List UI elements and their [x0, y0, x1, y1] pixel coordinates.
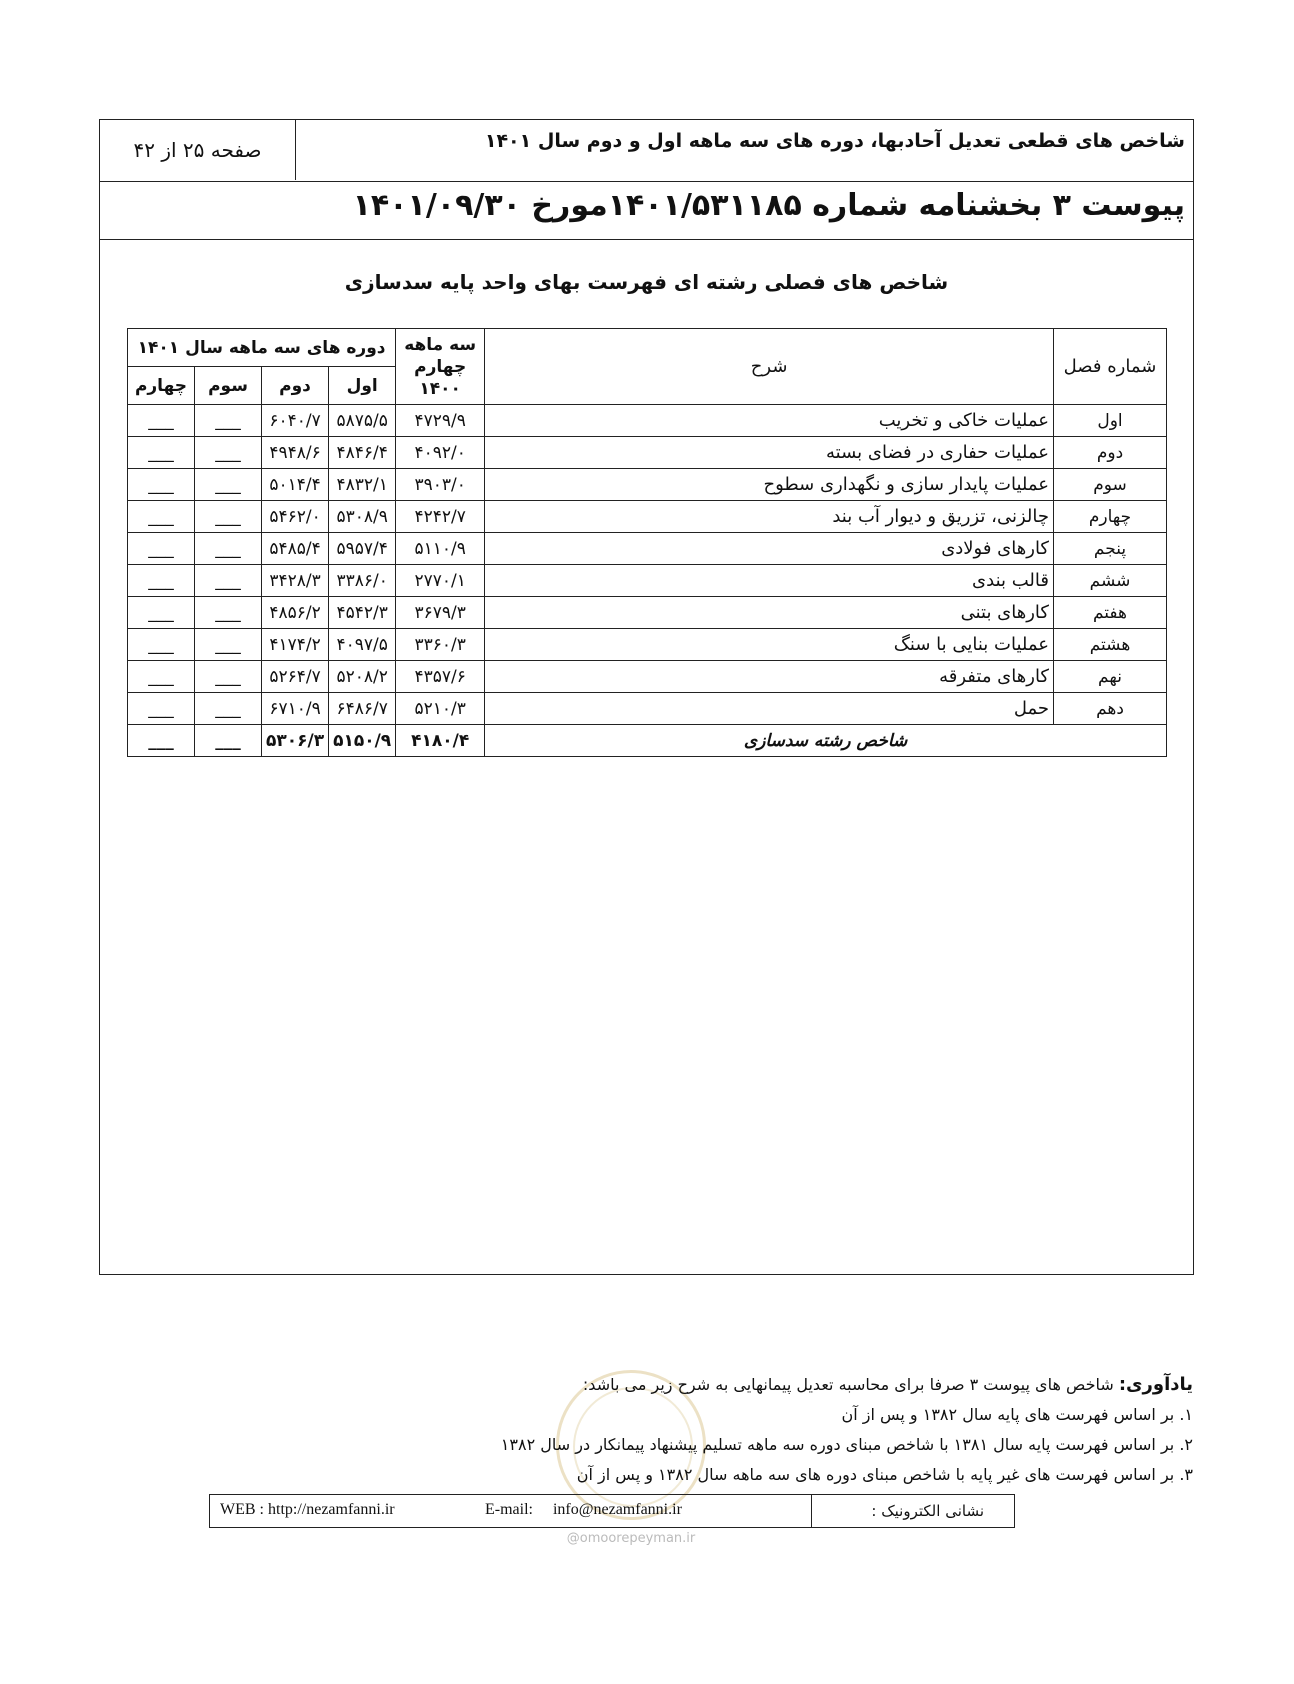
table-row: [128, 469, 1167, 501]
col-header-base-line2: چهارم ۱۴۰۰: [414, 356, 467, 399]
cell-base: ۳۹۰۳/۰: [396, 469, 485, 501]
cell-fasl: چهارم: [1054, 501, 1167, 533]
cell-base: ۴۳۵۷/۶: [396, 661, 485, 693]
cell-q4: ___: [128, 469, 195, 501]
cell-fasl: پنجم: [1054, 533, 1167, 565]
cell-q3: ___: [195, 629, 262, 661]
cell-base: ۴۲۴۲/۷: [396, 501, 485, 533]
cell-fasl: سوم: [1054, 469, 1167, 501]
cell-base: ۴۷۲۹/۹: [396, 405, 485, 437]
cell-q1: ۴۵۴۲/۳: [329, 597, 396, 629]
notes-intro-line: [433, 1370, 1193, 1400]
col-header-q1: اول: [329, 367, 396, 405]
cell-q1: ۵۳۰۸/۹: [329, 501, 396, 533]
cell-q1: ۵۸۷۵/۵: [329, 405, 396, 437]
cell-q4: ___: [128, 661, 195, 693]
cell-base: ۳۶۷۹/۳: [396, 597, 485, 629]
total-q1: ۵۱۵۰/۹: [329, 725, 396, 757]
cell-q1: ۴۰۹۷/۵: [329, 629, 396, 661]
cell-q1: ۴۸۳۲/۱: [329, 469, 396, 501]
note-item-2: ۲. بر اساس فهرست پایه سال ۱۳۸۱ با شاخص مبنای دوره سه ماهه تسلیم پیشنهاد پیمانکار در سال ۱۳۸۲: [500, 1435, 1193, 1454]
annex-row: [100, 182, 1193, 240]
cell-q3: ___: [195, 501, 262, 533]
total-q2: ۵۳۰۶/۳: [262, 725, 329, 757]
cell-q1: ۳۳۸۶/۰: [329, 565, 396, 597]
col-header-sharh: شرح: [485, 329, 1054, 405]
header-row: [100, 120, 1193, 182]
cell-fasl: ششم: [1054, 565, 1167, 597]
col-header-base-line1: سه ماهه: [404, 334, 477, 355]
cell-fasl: اول: [1054, 405, 1167, 437]
col-header-base: [396, 329, 485, 405]
cell-q2: ۶۷۱۰/۹: [262, 693, 329, 725]
cell-q3: ___: [195, 661, 262, 693]
cell-q2: ۵۴۸۵/۴: [262, 533, 329, 565]
table-row: [128, 437, 1167, 469]
col-header-q2: دوم: [262, 367, 329, 405]
watermark-text: @omoorepeyman.ir: [566, 1531, 696, 1546]
cell-q3: ___: [195, 565, 262, 597]
col-header-q3: سوم: [195, 367, 262, 405]
cell-sharh: کارهای فولادی: [485, 533, 1054, 565]
cell-q3: ___: [195, 693, 262, 725]
cell-q3: ___: [195, 437, 262, 469]
cell-sharh: کارهای متفرقه: [485, 661, 1054, 693]
table-title: شاخص های فصلی رشته ای فهرست بهای واحد پایه سدسازی: [344, 270, 949, 294]
cell-q2: ۴۹۴۸/۶: [262, 437, 329, 469]
total-base: ۴۱۸۰/۴: [396, 725, 485, 757]
email-label: E-mail:: [485, 1501, 533, 1518]
cell-q4: ___: [128, 405, 195, 437]
cell-q4: ___: [128, 501, 195, 533]
cell-q4: ___: [128, 437, 195, 469]
cell-q2: ۵۲۶۴/۷: [262, 661, 329, 693]
cell-fasl: دوم: [1054, 437, 1167, 469]
email-address[interactable]: info@nezamfanni.ir: [552, 1501, 682, 1518]
cell-q2: ۶۰۴۰/۷: [262, 405, 329, 437]
total-label: شاخص رشته سدسازی: [485, 725, 1167, 757]
page-number: صفحه ۲۵ از ۴۲: [100, 120, 296, 180]
table-row: [128, 693, 1167, 725]
cell-base: ۵۱۱۰/۹: [396, 533, 485, 565]
cell-base: ۳۳۶۰/۳: [396, 629, 485, 661]
cell-sharh: عملیات خاکی و تخریب: [485, 405, 1054, 437]
cell-q4: ___: [128, 565, 195, 597]
cell-q4: ___: [128, 693, 195, 725]
cell-sharh: چالزنی، تزریق و دیوار آب بند: [485, 501, 1054, 533]
cell-fasl: هشتم: [1054, 629, 1167, 661]
table-body: [128, 405, 1167, 757]
cell-q2: ۵۰۱۴/۴: [262, 469, 329, 501]
cell-sharh: کارهای بتنی: [485, 597, 1054, 629]
cell-q3: ___: [195, 405, 262, 437]
notes-label: یادآوری:: [1118, 1374, 1193, 1395]
cell-q4: ___: [128, 629, 195, 661]
cell-q2: ۵۴۶۲/۰: [262, 501, 329, 533]
notes-intro: شاخص های پیوست ۳ صرفا برای محاسبه تعدیل پیمانهایی به شرح زیر می باشد:: [582, 1375, 1114, 1394]
cell-sharh: عملیات حفاری در فضای بسته: [485, 437, 1054, 469]
table-row: [128, 597, 1167, 629]
table-row: [128, 629, 1167, 661]
total-q4: ___: [128, 725, 195, 757]
table-row: [128, 565, 1167, 597]
note-item-3: ۳. بر اساس فهرست های غیر پایه با شاخص مبنای دوره های سه ماهه سال ۱۳۸۲ و پس از آن: [576, 1465, 1193, 1484]
cell-q4: ___: [128, 533, 195, 565]
cell-q2: ۴۸۵۶/۲: [262, 597, 329, 629]
cell-sharh: قالب بندی: [485, 565, 1054, 597]
cell-q3: ___: [195, 469, 262, 501]
cell-fasl: دهم: [1054, 693, 1167, 725]
table-row: [128, 533, 1167, 565]
cell-fasl: نهم: [1054, 661, 1167, 693]
page-frame: [99, 119, 1194, 1275]
col-header-q4: چهارم: [128, 367, 195, 405]
web-address[interactable]: WEB : http://nezamfanni.ir: [220, 1501, 395, 1518]
cell-q1: ۴۸۴۶/۴: [329, 437, 396, 469]
cell-sharh: حمل: [485, 693, 1054, 725]
annex-title: پیوست ۳ بخشنامه شماره ۱۴۰۱/۵۳۱۱۸۵مورخ ۱۴۰۱/۰۹/۳۰: [352, 188, 1185, 223]
table-row: [128, 405, 1167, 437]
document-title: شاخص های قطعی تعدیل آحادبها، دوره های سه ماهه اول و دوم سال ۱۴۰۱: [484, 130, 1185, 152]
notes: [433, 1370, 1193, 1490]
cell-q3: ___: [195, 597, 262, 629]
cell-q1: ۵۲۰۸/۲: [329, 661, 396, 693]
col-header-periods: دوره های سه ماهه سال ۱۴۰۱: [128, 329, 396, 367]
contact-box: [209, 1494, 1015, 1528]
contact-label: نشانی الکترونیک :: [811, 1495, 1014, 1527]
cell-fasl: هفتم: [1054, 597, 1167, 629]
cell-q1: ۵۹۵۷/۴: [329, 533, 396, 565]
table-row: [128, 501, 1167, 533]
cell-base: ۲۷۷۰/۱: [396, 565, 485, 597]
cell-base: ۴۰۹۲/۰: [396, 437, 485, 469]
table-total-row: [128, 725, 1167, 757]
cell-sharh: عملیات بنایی با سنگ: [485, 629, 1054, 661]
cell-q3: ___: [195, 533, 262, 565]
cell-base: ۵۲۱۰/۳: [396, 693, 485, 725]
col-header-fasl: شماره فصل: [1054, 329, 1167, 405]
table-row: [128, 661, 1167, 693]
cell-q2: ۳۴۲۸/۳: [262, 565, 329, 597]
cell-sharh: عملیات پایدار سازی و نگهداری سطوح: [485, 469, 1054, 501]
cell-q2: ۴۱۷۴/۲: [262, 629, 329, 661]
index-table: [127, 328, 1167, 757]
email-line: [485, 1501, 682, 1519]
note-item-1: ۱. بر اساس فهرست های پایه سال ۱۳۸۲ و پس از آن: [841, 1405, 1193, 1424]
cell-q1: ۶۴۸۶/۷: [329, 693, 396, 725]
total-q3: ___: [195, 725, 262, 757]
cell-q4: ___: [128, 597, 195, 629]
